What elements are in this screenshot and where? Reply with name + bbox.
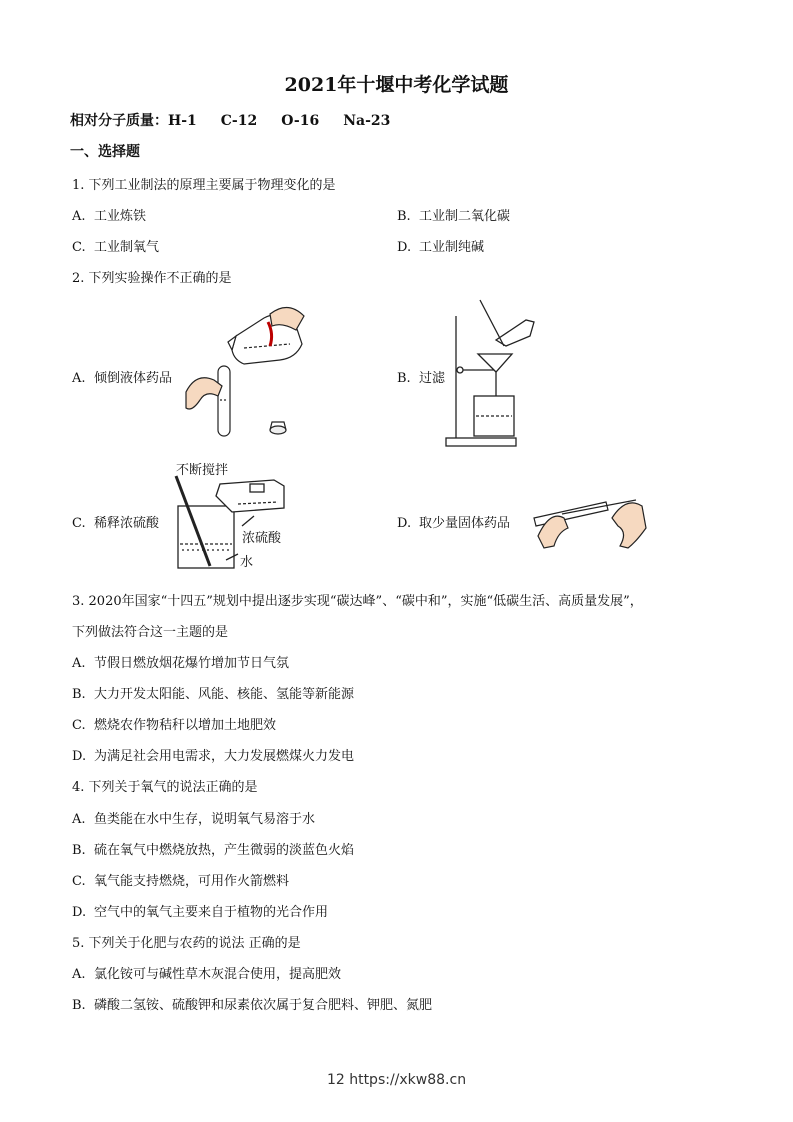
q2-option-a: A. 倾倒液体药品 xyxy=(72,371,173,386)
q2-option-c: C. 稀释浓硫酸 xyxy=(72,516,160,531)
q4-option-d: D. 空气中的氧气主要来自于植物的光合作用 xyxy=(72,905,329,920)
q3-option-b: B. 大力开发太阳能、风能、核能、氢能等新能源 xyxy=(72,687,355,702)
label-stir: 不断搅拌 xyxy=(176,463,229,478)
q1-option-a: A. 工业炼铁 xyxy=(72,209,147,224)
mass-h: H-1 xyxy=(168,113,197,129)
q1-option-b: B. 工业制二氧化碳 xyxy=(397,209,511,224)
relative-mass-line xyxy=(70,110,414,130)
question-1-stem: 1. 下列工业制法的原理主要属于物理变化的是 xyxy=(72,178,336,193)
figure-pouring-liquid xyxy=(178,300,308,440)
section-heading: 一、选择题 xyxy=(70,144,140,160)
q5-option-a: A. 氯化铵可与碱性草木灰混合使用，提高肥效 xyxy=(72,967,342,982)
figure-diluting-acid xyxy=(166,460,296,572)
q4-option-a: A. 鱼类能在水中生存，说明氧气易溶于水 xyxy=(72,812,316,827)
question-3-stem-line2: 下列做法符合这一主题的是 xyxy=(72,625,229,640)
page-title: 2021年十堰中考化学试题 xyxy=(284,74,509,96)
figure-taking-solid xyxy=(532,488,650,550)
q3-option-d: D. 为满足社会用电需求，大力发展燃煤火力发电 xyxy=(72,749,355,764)
question-3-stem-line1: 3. 2020年国家“十四五”规划中提出逐步实现“碳达峰”、“碳中和”，实施“低碳生活、高质量发展”， xyxy=(72,594,643,609)
q2-option-d: D. 取少量固体药品 xyxy=(397,516,511,531)
question-5-stem: 5. 下列关于化肥与农药的说法 正确的是 xyxy=(72,936,301,951)
q1-option-d: D. 工业制纯碱 xyxy=(397,240,485,255)
q4-option-c: C. 氧气能支持燃烧，可用作火箭燃料 xyxy=(72,874,290,889)
q4-option-b: B. 硫在氧气中燃烧放热，产生微弱的淡蓝色火焰 xyxy=(72,843,355,858)
mass-na: Na-23 xyxy=(343,113,391,129)
q1-option-c: C. 工业制氧气 xyxy=(72,240,160,255)
label-concentrated-acid: 浓硫酸 xyxy=(242,531,282,546)
relative-mass-label: 相对分子质量： xyxy=(70,113,168,129)
mass-o: O-16 xyxy=(281,113,320,129)
q5-option-b: B. 磷酸二氢铵、硫酸钾和尿素依次属于复合肥料、钾肥、氮肥 xyxy=(72,998,433,1013)
figure-filtration xyxy=(440,296,540,448)
q3-option-c: C. 燃烧农作物秸秆以增加土地肥效 xyxy=(72,718,277,733)
label-water: 水 xyxy=(240,555,254,570)
q3-option-a: A. 节假日燃放烟花爆竹增加节日气氛 xyxy=(72,656,290,671)
question-2-stem: 2. 下列实验操作不正确的是 xyxy=(72,271,232,286)
q2-option-b: B. 过滤 xyxy=(397,371,446,386)
mass-c: C-12 xyxy=(220,113,258,129)
page-footer: 12 https://xkw88.cn xyxy=(326,1072,467,1088)
question-4-stem: 4. 下列关于氧气的说法正确的是 xyxy=(72,780,258,795)
